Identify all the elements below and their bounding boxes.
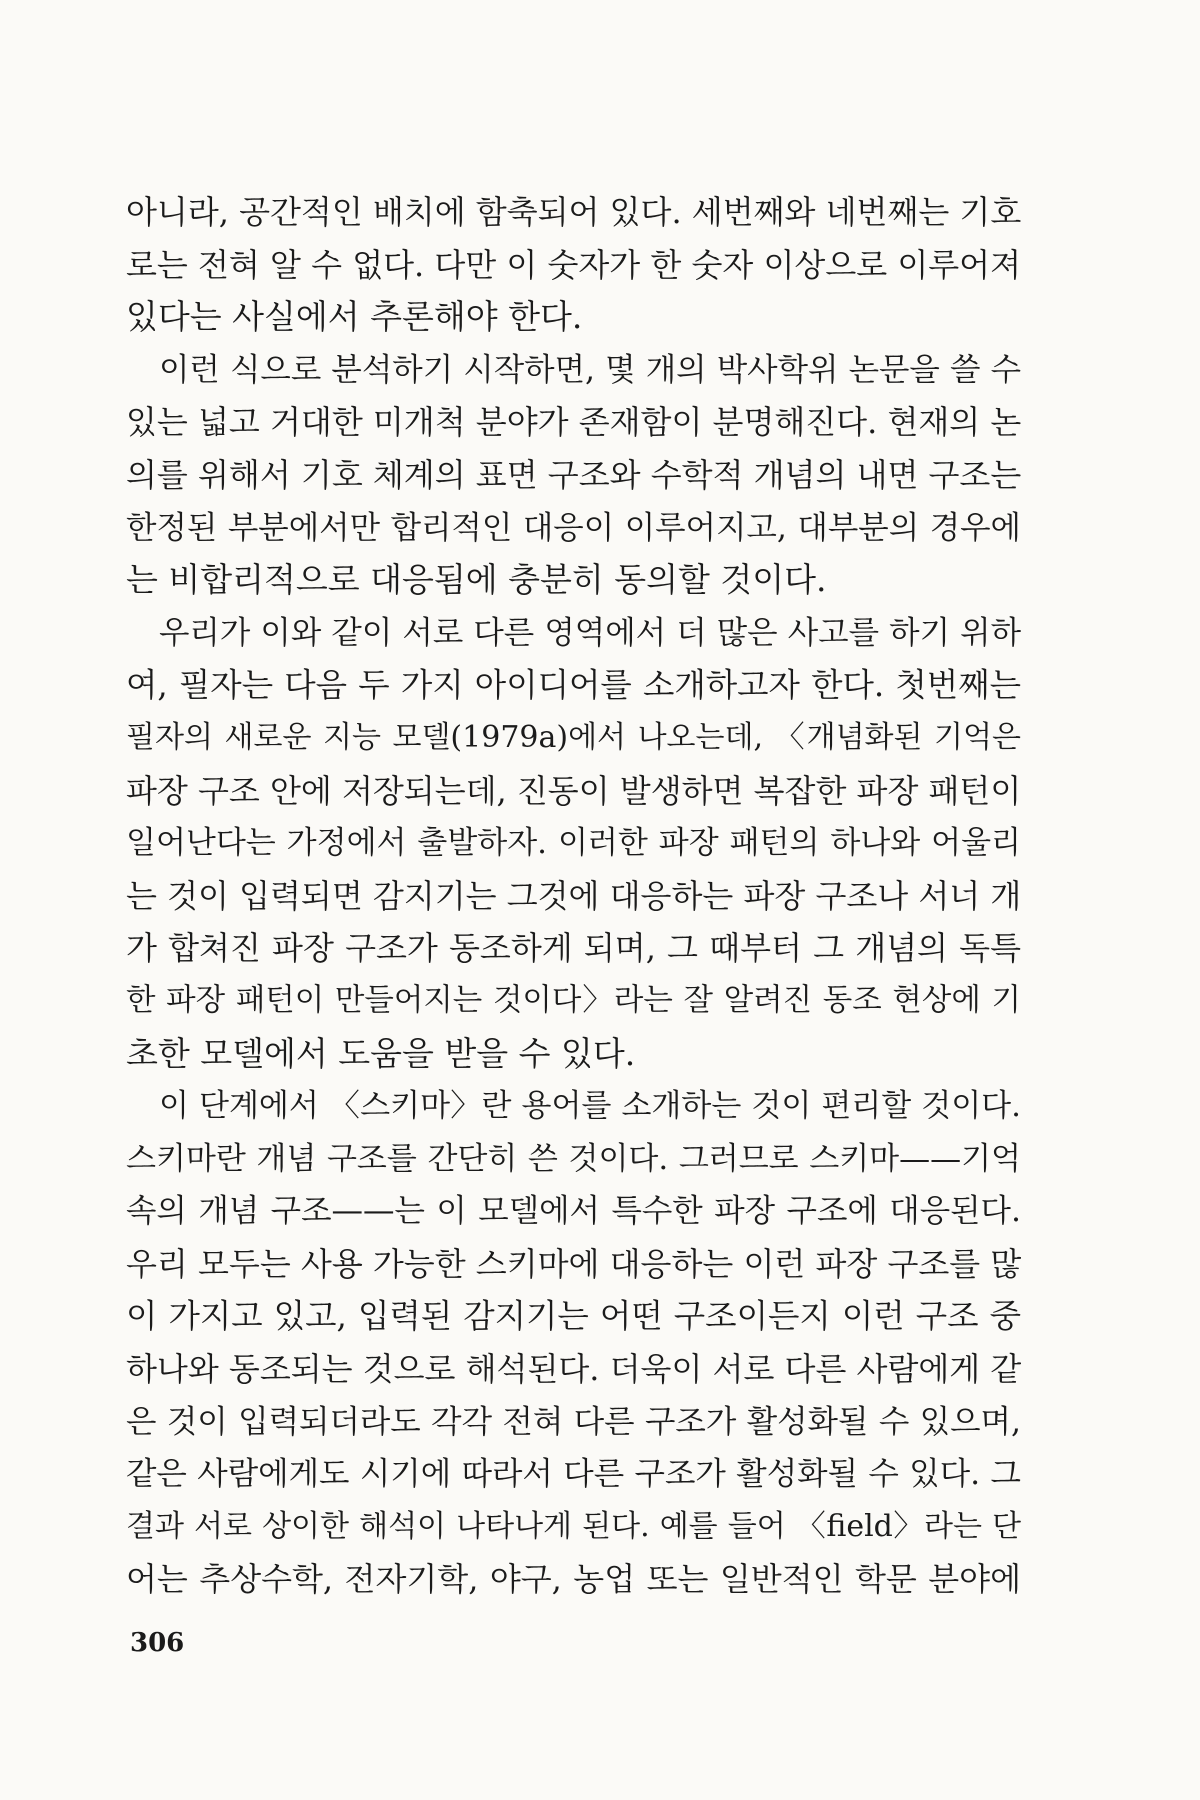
text-line: 이 가지고 있고, 입력된 감지기는 어떤 구조이든지 이런 구조 중 — [126, 1297, 1021, 1336]
page-number: 306 — [130, 1628, 185, 1658]
text-line: 여, 필자는 다음 두 가지 아이디어를 소개하고자 한다. 첫번째는 — [126, 666, 1021, 705]
text-line: 우리 모두는 사용 가능한 스키마에 대응하는 이런 파장 구조를 많 — [126, 1244, 1021, 1283]
text-line: 이런 식으로 분석하기 시작하면, 몇 개의 박사학위 논문을 쓸 수 — [159, 351, 1021, 388]
text-line: 는 비합리적으로 대응됨에 충분히 동의할 것이다. — [126, 560, 827, 600]
text-line: 우리가 이와 같이 서로 다른 영역에서 더 많은 사고를 하기 위하 — [159, 614, 1021, 651]
text-line: 있다는 사실에서 추론해야 한다. — [126, 297, 583, 337]
body-text — [126, 186, 1021, 1606]
text-line: 스키마란 개념 구조를 간단히 쓴 것이다. 그러므로 스키마——기억 — [126, 1140, 1021, 1177]
text-line: 초한 모델에서 도움을 받을 수 있다. — [126, 1033, 636, 1073]
text-line: 한 파장 패턴이 만들어지는 것이다〉라는 잘 알려진 동조 현상에 기 — [126, 982, 1021, 1018]
text-line: 필자의 새로운 지능 모델(1979a)에서 나오는데, 〈개념화된 기억은 — [126, 719, 1021, 755]
text-line: 한정된 부분에서만 합리적인 대응이 이루어지고, 대부분의 경우에 — [126, 509, 1021, 546]
text-line: 하나와 동조되는 것으로 해석된다. 더욱이 서로 다른 사람에게 같 — [126, 1350, 1021, 1389]
text-line: 아니라, 공간적인 배치에 함축되어 있다. 세번째와 네번째는 기호 — [126, 193, 1021, 231]
text-line: 어는 추상수학, 전자기학, 야구, 농업 또는 일반적인 학문 분야에 — [126, 1560, 1021, 1599]
text-line: 이 단계에서 〈스키마〉란 용어를 소개하는 것이 편리할 것이다. — [159, 1088, 1021, 1125]
text-line: 로는 전혀 알 수 없다. 다만 이 숫자가 한 숫자 이상으로 이루어져 — [126, 245, 1021, 284]
text-line: 속의 개념 구조——는 이 모델에서 특수한 파장 구조에 대응된다. — [126, 1193, 1021, 1230]
text-line: 파장 구조 안에 저장되는데, 진동이 발생하면 복잡한 파장 패턴이 — [126, 771, 1021, 810]
text-line: 가 합쳐진 파장 구조가 동조하게 되며, 그 때부터 그 개념의 독특 — [126, 929, 1021, 968]
text-line: 은 것이 입력되더라도 각각 전혀 다른 구조가 활성화될 수 있으며, — [126, 1403, 1021, 1440]
text-line: 는 것이 입력되면 감지기는 그것에 대응하는 파장 구조나 서너 개 — [126, 876, 1021, 915]
text-line: 같은 사람에게도 시기에 따라서 다른 구조가 활성화될 수 있다. 그 — [126, 1456, 1021, 1493]
text-line: 결과 서로 상이한 해석이 나타나게 된다. 예를 들어 〈field〉라는 단 — [126, 1508, 1021, 1544]
text-line: 의를 위해서 기호 체계의 표면 구조와 수학적 개념의 내면 구조는 — [126, 455, 1021, 494]
text-line: 있는 넓고 거대한 미개척 분야가 존재함이 분명해진다. 현재의 논 — [126, 403, 1021, 442]
text-line: 일어난다는 가정에서 출발하자. 이러한 파장 패턴의 하나와 어울리 — [126, 825, 1021, 862]
